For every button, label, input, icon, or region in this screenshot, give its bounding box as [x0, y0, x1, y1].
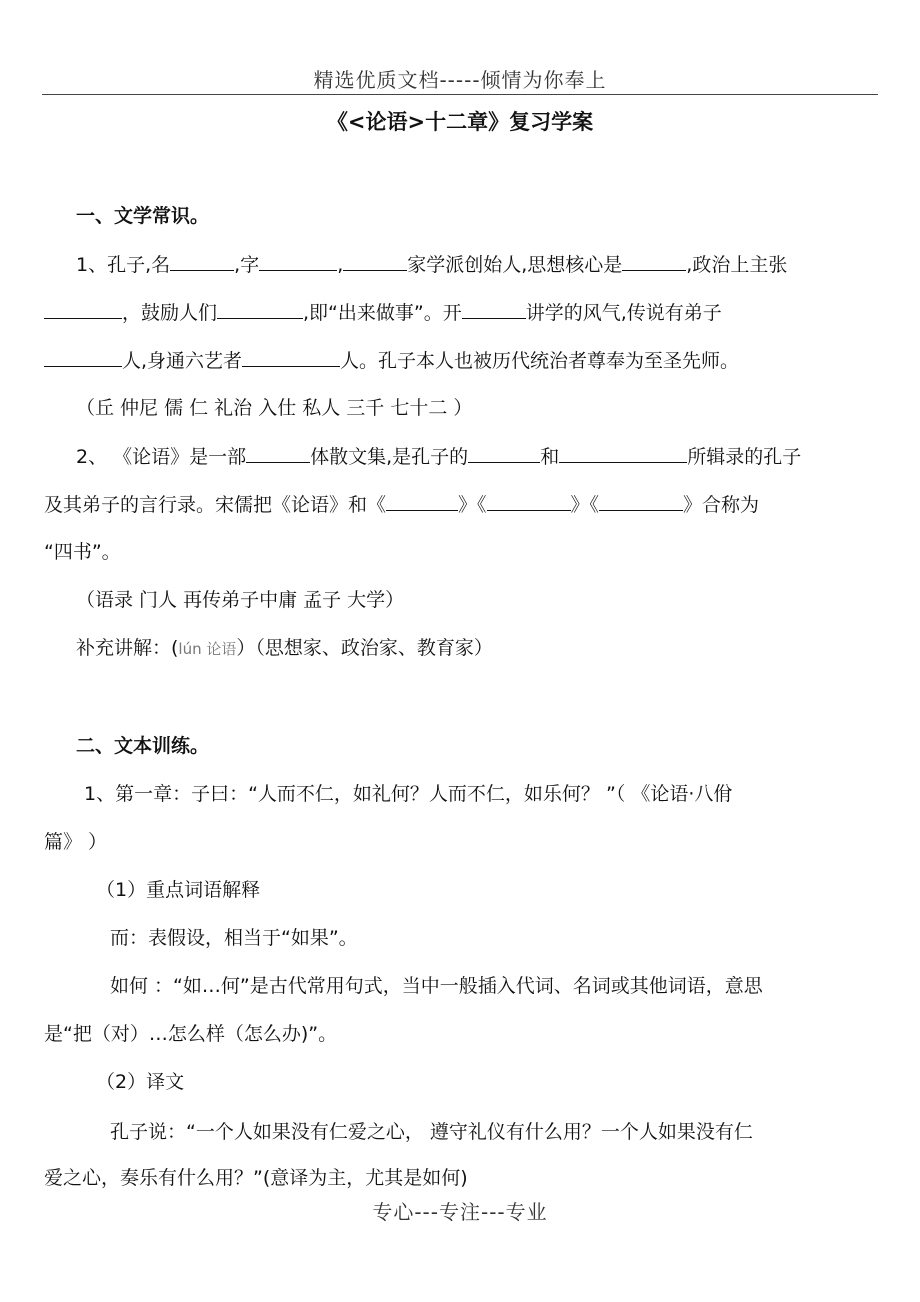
q1-text-10: 人。孔子本人也被历代统治者尊奉为至圣先师。	[340, 350, 740, 372]
page-header: 精选优质文档-----倾情为你奉上	[313, 68, 607, 92]
q2-text-2: 体散文集,是孔子的	[310, 446, 469, 468]
fill-blank	[44, 298, 122, 319]
fill-blank	[462, 298, 526, 319]
q1-text-7: ,即“出来做事”。开	[303, 302, 462, 324]
explanation-er: 而：表假设，相当于“如果”。	[110, 927, 358, 949]
supplement-label: 补充讲解：(	[76, 637, 179, 659]
q2-line2	[44, 490, 759, 519]
q2-text-3: 和	[540, 446, 560, 468]
section1-heading: 一、文学常识。	[76, 205, 210, 227]
section2-heading: 二、文本训练。	[76, 735, 210, 757]
document-title: 《<论语>十二章》复习学案	[326, 110, 594, 134]
fill-blank	[487, 490, 571, 511]
q1-line1	[76, 250, 787, 279]
header-divider	[42, 94, 878, 95]
q2-line1	[76, 442, 801, 471]
fill-blank	[217, 298, 303, 319]
q1-text-6: ，鼓励人们	[122, 302, 218, 324]
fill-blank	[170, 250, 234, 271]
subheading-translation: （2）译文	[96, 1071, 185, 1093]
chapter1-quote-line1: 1、第一章：子曰：“人而不仁，如礼何？人而不仁，如乐何？ ”（ 《论语·八佾	[84, 783, 733, 805]
q1-text-4: 家学派创始人,思想核心是	[407, 254, 623, 276]
fill-blank	[559, 442, 687, 463]
translation-line1: 孔子说：“一个人如果没有仁爱之心， 遵守礼仪有什么用？一个人如果没有仁	[110, 1121, 753, 1143]
answers-2: （语录 门人 再传弟子中庸 孟子 大学）	[76, 589, 405, 611]
q1-text-5: ,政治上主张	[686, 254, 788, 276]
q1-text-2: ,字	[234, 254, 260, 276]
fill-blank	[468, 442, 540, 463]
fill-blank	[386, 490, 458, 511]
q2-text-8: 》合称为	[683, 494, 760, 516]
q2-text-6: 》《	[458, 494, 487, 516]
q2-text-5: 及其弟子的言行录。宋儒把《论语》和《	[44, 494, 387, 516]
q1-text-8: 讲学的风气,传说有弟子	[525, 302, 722, 324]
supplement-line	[76, 634, 493, 663]
subheading-vocabulary: （1）重点词语解释	[96, 879, 261, 901]
fill-blank	[343, 250, 407, 271]
fill-blank	[246, 442, 310, 463]
explanation-ruhe-line2: 是“把（对）…怎么样（怎么办)”。	[44, 1023, 338, 1045]
fill-blank	[44, 346, 122, 367]
q2-text-1: 2、 《论语》是一部	[76, 446, 247, 468]
pinyin-annotation: lún 论语	[178, 640, 237, 658]
q1-text-3: ,	[337, 254, 344, 276]
fill-blank	[259, 250, 337, 271]
q1-text-9: 人,身通六艺者	[122, 350, 243, 372]
q1-line3	[44, 346, 739, 375]
translation-line2: 爱之心，奏乐有什么用？”(意译为主，尤其是如何)	[44, 1167, 468, 1189]
answers-1: （丘 仲尼 儒 仁 礼治 入仕 私人 三千 七十二 ）	[76, 397, 473, 419]
supplement-rest: ）（思想家、政治家、教育家）	[236, 637, 493, 659]
q2-line3: “四书”。	[44, 541, 121, 563]
fill-blank	[242, 346, 340, 367]
fill-blank	[599, 490, 683, 511]
fill-blank	[622, 250, 686, 271]
q2-text-4: 所辑录的孔子	[687, 446, 802, 468]
q1-text-1: 1、孔子,名	[76, 254, 171, 276]
q2-text-7: 》《	[570, 494, 600, 516]
page-footer: 专心---专注---专业	[372, 1200, 548, 1224]
chapter1-quote-line2: 篇》 ）	[44, 831, 108, 853]
q1-line2	[44, 298, 722, 327]
explanation-ruhe-line1: 如何 ：“如…何”是古代常用句式，当中一般插入代词、名词或其他词语，意思	[110, 975, 763, 997]
